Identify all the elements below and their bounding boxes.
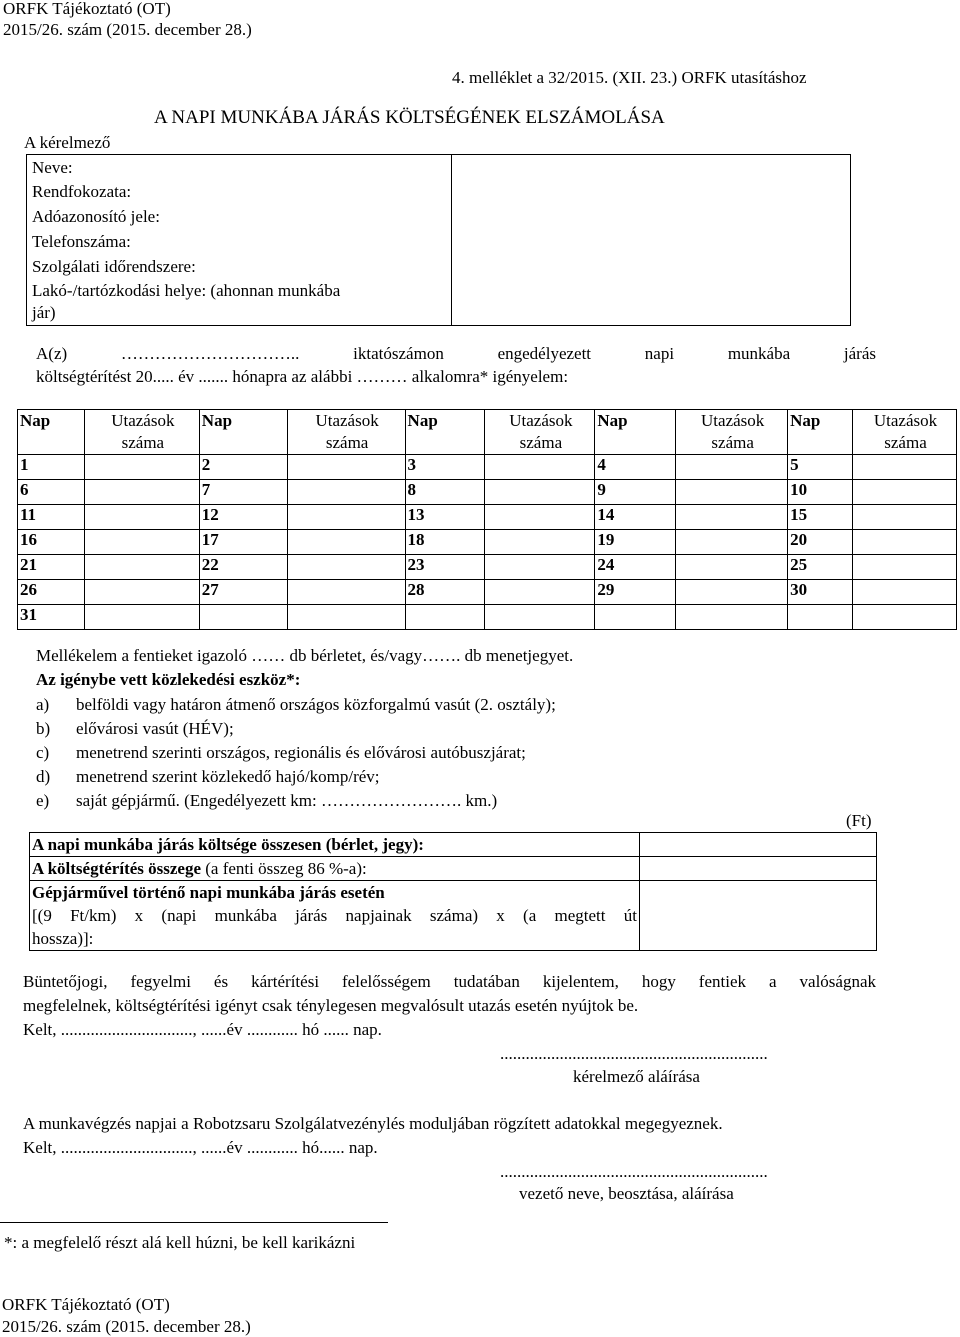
day-number-cell: 19 <box>595 530 676 555</box>
day-number-cell: 17 <box>199 530 287 555</box>
trip-count-cell[interactable] <box>853 530 957 555</box>
option-letter: c) <box>36 743 50 762</box>
transport-heading: Az igénybe vett közlekedési eszköz*: <box>36 670 301 689</box>
day-number-cell <box>405 605 485 630</box>
day-number-cell: 1 <box>18 455 85 480</box>
option-text: menetrend szerint közlekedő hajó/komp/rév; <box>76 767 380 786</box>
col-trips-header <box>287 410 405 455</box>
applicant-values-cell[interactable] <box>452 155 851 326</box>
day-number-cell: 18 <box>405 530 485 555</box>
option-text: belföldi vagy határon átmenő országos közforgalmú vasút (2. osztály); <box>76 695 556 714</box>
grid-row <box>18 530 957 555</box>
col-trips-header-line1: Utazások <box>873 411 938 430</box>
trip-count-cell[interactable] <box>287 555 405 580</box>
trip-count-cell[interactable] <box>485 530 595 555</box>
transport-option-e[interactable] <box>36 791 497 811</box>
trip-count-cell[interactable] <box>84 530 199 555</box>
request-line-1: A(z) ………………………….. iktatószámon engedélyezett napi munkába járás <box>36 344 876 363</box>
trip-count-cell[interactable] <box>485 580 595 605</box>
col-trips-header <box>676 410 788 455</box>
day-number-cell <box>788 605 853 630</box>
trip-count-cell[interactable] <box>84 555 199 580</box>
trip-count-cell[interactable] <box>485 480 595 505</box>
col-trips-header-line2: száma <box>519 433 563 452</box>
trip-count-cell[interactable] <box>485 455 595 480</box>
car-commute-label <box>30 881 640 951</box>
field-schedule-label: Szolgálati időrendszere: <box>32 257 196 276</box>
trip-count-cell[interactable] <box>853 455 957 480</box>
grid-header-row <box>18 410 957 455</box>
col-trips-header-line2: száma <box>121 433 165 452</box>
day-number-cell: 23 <box>405 555 485 580</box>
day-number-cell: 20 <box>788 530 853 555</box>
reimbursement-label-bold: A költségtérítés összege <box>32 859 202 878</box>
day-number-cell: 29 <box>595 580 676 605</box>
trip-count-cell[interactable] <box>287 530 405 555</box>
request-line-2: költségtérítést 20..... év ....... hónapra az alábbi ……… alkalomra* igényelem: <box>36 367 569 386</box>
trip-count-cell[interactable] <box>84 580 199 605</box>
day-number-cell: 21 <box>18 555 85 580</box>
trip-count-cell[interactable] <box>853 580 957 605</box>
day-number-cell: 9 <box>595 480 676 505</box>
trip-count-cell[interactable] <box>485 505 595 530</box>
trip-count-cell[interactable] <box>676 505 788 530</box>
applicant-signature-line[interactable]: ............................................................... <box>500 1044 768 1063</box>
col-day-header: Nap <box>788 410 853 455</box>
option-letter: d) <box>36 767 51 786</box>
footnote: *: a megfelelő részt alá kell húzni, be kell karikázni <box>4 1233 356 1252</box>
trip-count-cell[interactable] <box>84 480 199 505</box>
publication-footer: ORFK Tájékoztató (OT) <box>2 1295 170 1314</box>
trip-count-cell[interactable] <box>287 505 405 530</box>
car-commute-value[interactable] <box>640 881 877 951</box>
grid-row <box>18 605 957 630</box>
applicant-heading: A kérelmező <box>24 133 111 152</box>
trip-count-cell[interactable] <box>676 580 788 605</box>
day-number-cell: 7 <box>199 480 287 505</box>
col-day-header: Nap <box>595 410 676 455</box>
day-number-cell: 25 <box>788 555 853 580</box>
declaration-line-1: Büntetőjogi, fegyelmi és kártérítési felelősségem tudatában kijelentem, hogy fentiek a valóságnak <box>23 972 876 991</box>
trip-count-cell[interactable] <box>853 480 957 505</box>
col-trips-header-line1: Utazások <box>509 411 573 430</box>
option-text: menetrend szerinti országos, regionális és elővárosi autóbuszjárat; <box>76 743 526 762</box>
day-number-cell: 24 <box>595 555 676 580</box>
grid-row <box>18 505 957 530</box>
car-commute-heading: Gépjárművel történő napi munkába járás esetén <box>32 883 385 902</box>
day-number-cell: 30 <box>788 580 853 605</box>
col-day-header: Nap <box>405 410 485 455</box>
trip-grid <box>17 409 957 630</box>
day-number-cell: 15 <box>788 505 853 530</box>
trip-count-cell[interactable] <box>287 480 405 505</box>
grid-row <box>18 555 957 580</box>
day-number-cell <box>595 605 676 630</box>
field-taxid-label: Adóazonosító jele: <box>32 207 160 226</box>
day-number-cell: 10 <box>788 480 853 505</box>
page-title: A NAPI MUNKÁBA JÁRÁS KÖLTSÉGÉNEK ELSZÁMOLÁSA <box>154 107 665 128</box>
col-trips-header <box>84 410 199 455</box>
field-residence-label-cont: jár) <box>32 303 56 322</box>
trip-count-cell[interactable] <box>485 605 595 630</box>
field-residence-label: Lakó-/tartózkodási helye: (ahonnan munkába <box>32 281 341 300</box>
day-number-cell: 16 <box>18 530 85 555</box>
trip-count-cell[interactable] <box>676 530 788 555</box>
day-number-cell: 6 <box>18 480 85 505</box>
annex-reference: 4. melléklet a 32/2015. (XII. 23.) ORFK utasításhoz <box>452 68 807 87</box>
total-cost-label: A napi munkába járás költsége összesen (bérlet, jegy): <box>30 833 640 857</box>
trip-count-cell[interactable] <box>287 580 405 605</box>
verification-line: A munkavégzés napjai a Robotzsaru Szolgálatvezénylés moduljában rögzített adatokkal megegyeznek. <box>23 1114 723 1133</box>
trip-count-cell[interactable] <box>676 555 788 580</box>
day-number-cell: 27 <box>199 580 287 605</box>
verifier-signature-label: vezető neve, beosztása, aláírása <box>519 1184 734 1203</box>
option-text: elővárosi vasút (HÉV); <box>76 719 234 738</box>
day-number-cell: 8 <box>405 480 485 505</box>
col-day-header: Nap <box>199 410 287 455</box>
reimbursement-label-rest: (a fenti összeg 86 %-a): <box>201 859 367 878</box>
field-name-label: Neve: <box>32 158 73 177</box>
trip-count-cell[interactable] <box>84 505 199 530</box>
day-number-cell: 14 <box>595 505 676 530</box>
car-formula-line-2: hossza)]: <box>32 929 94 948</box>
grid-row <box>18 480 957 505</box>
grid-row <box>18 580 957 605</box>
trip-count-cell[interactable] <box>853 555 957 580</box>
issue-header: 2015/26. szám (2015. december 28.) <box>3 20 252 39</box>
day-number-cell: 22 <box>199 555 287 580</box>
col-trips-header <box>853 410 957 455</box>
applicant-date-line: Kelt, ..............................., ......év ............ hó ...... nap. <box>23 1020 382 1039</box>
declaration-line-2: megfelelnek, költségtérítési igényt csak ténylegesen megvalósult utazás esetén nyújtok be. <box>23 996 639 1015</box>
col-trips-header-line1: Utazások <box>701 411 765 430</box>
car-formula-line-1: [(9 Ft/km) x (napi munkába járás napjainak száma) x (a megtett út <box>32 906 637 925</box>
day-number-cell: 12 <box>199 505 287 530</box>
day-number-cell: 5 <box>788 455 853 480</box>
trip-count-cell[interactable] <box>853 505 957 530</box>
day-number-cell: 4 <box>595 455 676 480</box>
col-trips-header-line1: Utazások <box>315 411 379 430</box>
field-phone-label: Telefonszáma: <box>32 232 131 251</box>
col-trips-header-line2: száma <box>711 433 754 452</box>
total-cost-value[interactable] <box>640 833 877 857</box>
trip-count-cell[interactable] <box>676 480 788 505</box>
day-number-cell: 2 <box>199 455 287 480</box>
currency-label: (Ft) <box>846 811 872 830</box>
cost-table <box>29 832 877 951</box>
field-rank-label: Rendfokozata: <box>32 182 132 201</box>
col-trips-header-line2: száma <box>325 433 369 452</box>
trip-count-cell[interactable] <box>287 455 405 480</box>
transport-option-c[interactable] <box>36 743 526 763</box>
reimbursement-label <box>30 857 640 881</box>
grid-row <box>18 455 957 480</box>
transport-option-d[interactable] <box>36 767 380 787</box>
footnote-rule <box>0 1222 388 1223</box>
col-trips-header <box>485 410 595 455</box>
option-text: saját gépjármű. (Engedélyezett km: ……………………. km.) <box>76 791 498 810</box>
day-number-cell: 31 <box>18 605 85 630</box>
day-number-cell: 28 <box>405 580 485 605</box>
applicant-signature-label: kérelmező aláírása <box>573 1067 700 1086</box>
option-letter: b) <box>36 719 51 738</box>
day-number-cell: 3 <box>405 455 485 480</box>
trip-count-cell[interactable] <box>84 605 199 630</box>
col-trips-header-line1: Utazások <box>111 411 175 430</box>
trip-count-cell[interactable] <box>287 605 405 630</box>
attachments-line: Mellékelem a fentieket igazoló …… db bérletet, és/vagy……. db menetjegyet. <box>36 646 574 665</box>
trip-count-cell[interactable] <box>853 605 957 630</box>
col-day-header: Nap <box>18 410 85 455</box>
day-number-cell <box>199 605 287 630</box>
transport-option-b[interactable] <box>36 719 234 739</box>
option-letter: e) <box>36 791 50 810</box>
day-number-cell: 13 <box>405 505 485 530</box>
publication-header: ORFK Tájékoztató (OT) <box>3 0 171 18</box>
day-number-cell: 26 <box>18 580 85 605</box>
option-letter: a) <box>36 695 50 714</box>
col-trips-header-line2: száma <box>884 433 927 452</box>
trip-count-cell[interactable] <box>676 455 788 480</box>
issue-footer: 2015/26. szám (2015. december 28.) <box>2 1317 251 1336</box>
trip-count-cell[interactable] <box>485 555 595 580</box>
trip-count-cell[interactable] <box>84 455 199 480</box>
reimbursement-value[interactable] <box>640 857 877 881</box>
verifier-signature-line[interactable]: ............................................................... <box>500 1162 768 1181</box>
verifier-date-line: Kelt, ..............................., ......év ............ hó...... nap. <box>23 1138 378 1157</box>
transport-option-a[interactable] <box>36 695 556 715</box>
day-number-cell: 11 <box>18 505 85 530</box>
grid-body <box>18 455 957 630</box>
trip-count-cell[interactable] <box>676 605 788 630</box>
